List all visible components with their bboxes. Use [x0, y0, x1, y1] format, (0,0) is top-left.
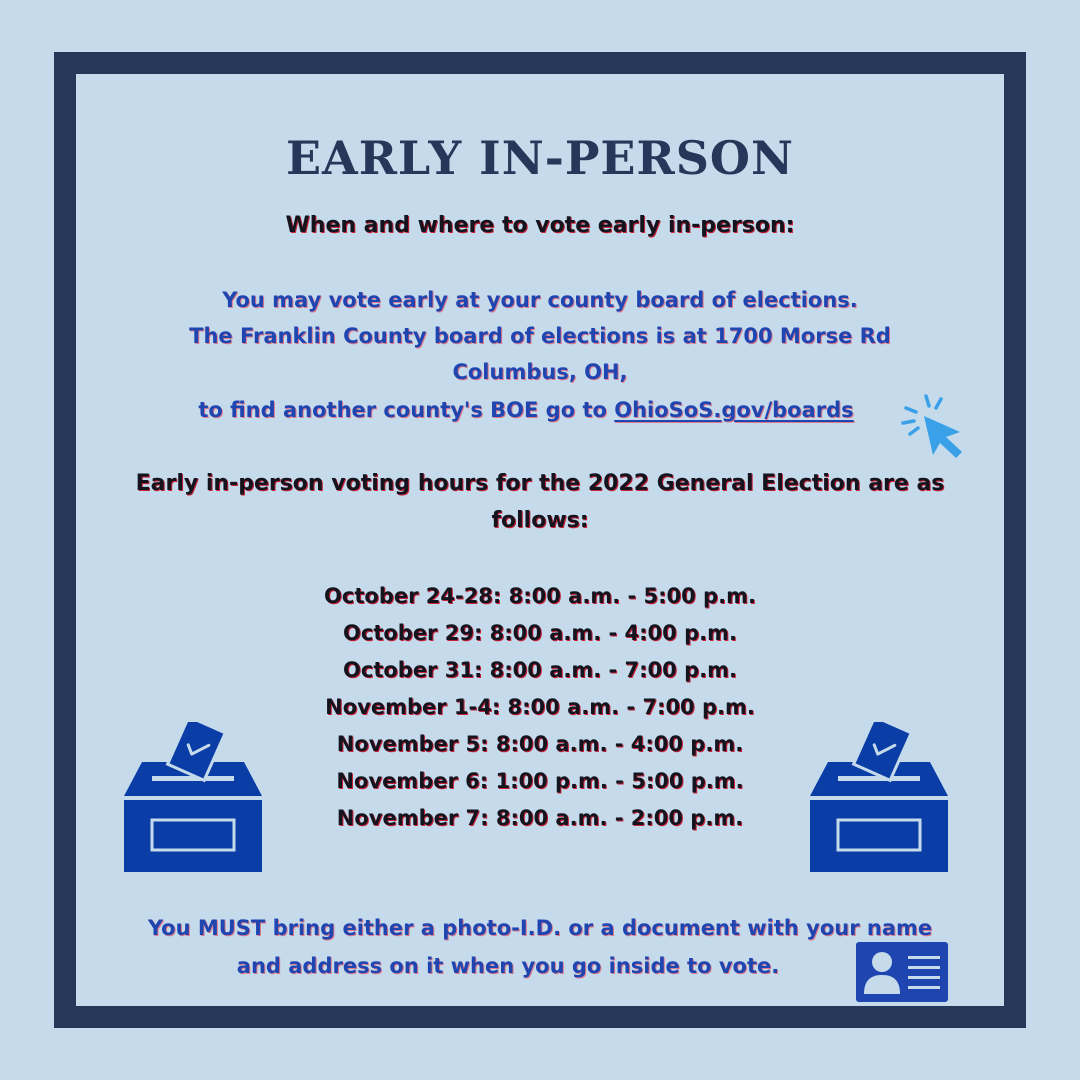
cursor-click-icon	[900, 392, 972, 462]
ballot-box-icon	[124, 722, 264, 872]
schedule-row: October 24-28: 8:00 a.m. - 5:00 p.m.	[324, 584, 756, 608]
schedule-row: November 6: 1:00 p.m. - 5:00 p.m.	[336, 769, 744, 793]
location-line-2: The Franklin County board of elections is at 1700 Morse Rd	[189, 324, 891, 348]
id-notice-line-1: You MUST bring either a photo-I.D. or a document with your name	[147, 916, 933, 940]
schedule-row: October 31: 8:00 a.m. - 7:00 p.m.	[343, 658, 737, 682]
hours-intro-line-2: follows:	[491, 508, 589, 533]
schedule-row: November 7: 8:00 a.m. - 2:00 p.m.	[336, 806, 744, 830]
hours-intro-line-1: Early in-person voting hours for the 2022 General Election are as	[135, 471, 945, 496]
id-card-icon	[856, 942, 948, 1002]
ballot-box-icon	[810, 722, 950, 872]
schedule-row: October 29: 8:00 a.m. - 4:00 p.m.	[343, 621, 737, 645]
schedule-row: November 1-4: 8:00 a.m. - 7:00 p.m.	[325, 695, 755, 719]
location-line-1: You may vote early at your county board of elections.	[222, 288, 858, 312]
id-notice-line-2: and address on it when you go inside to vote.	[236, 954, 780, 978]
boards-link[interactable]: OhioSoS.gov/boards	[614, 398, 854, 422]
location-line-4-prefix: to find another county's BOE go to	[198, 398, 615, 422]
subtitle: When and where to vote early in-person:	[285, 213, 795, 238]
schedule-row: November 5: 8:00 a.m. - 4:00 p.m.	[336, 732, 744, 756]
page-title: EARLY IN-PERSON	[285, 131, 795, 185]
location-line-3: Columbus, OH,	[452, 360, 628, 384]
location-line-4	[62, 392, 990, 428]
